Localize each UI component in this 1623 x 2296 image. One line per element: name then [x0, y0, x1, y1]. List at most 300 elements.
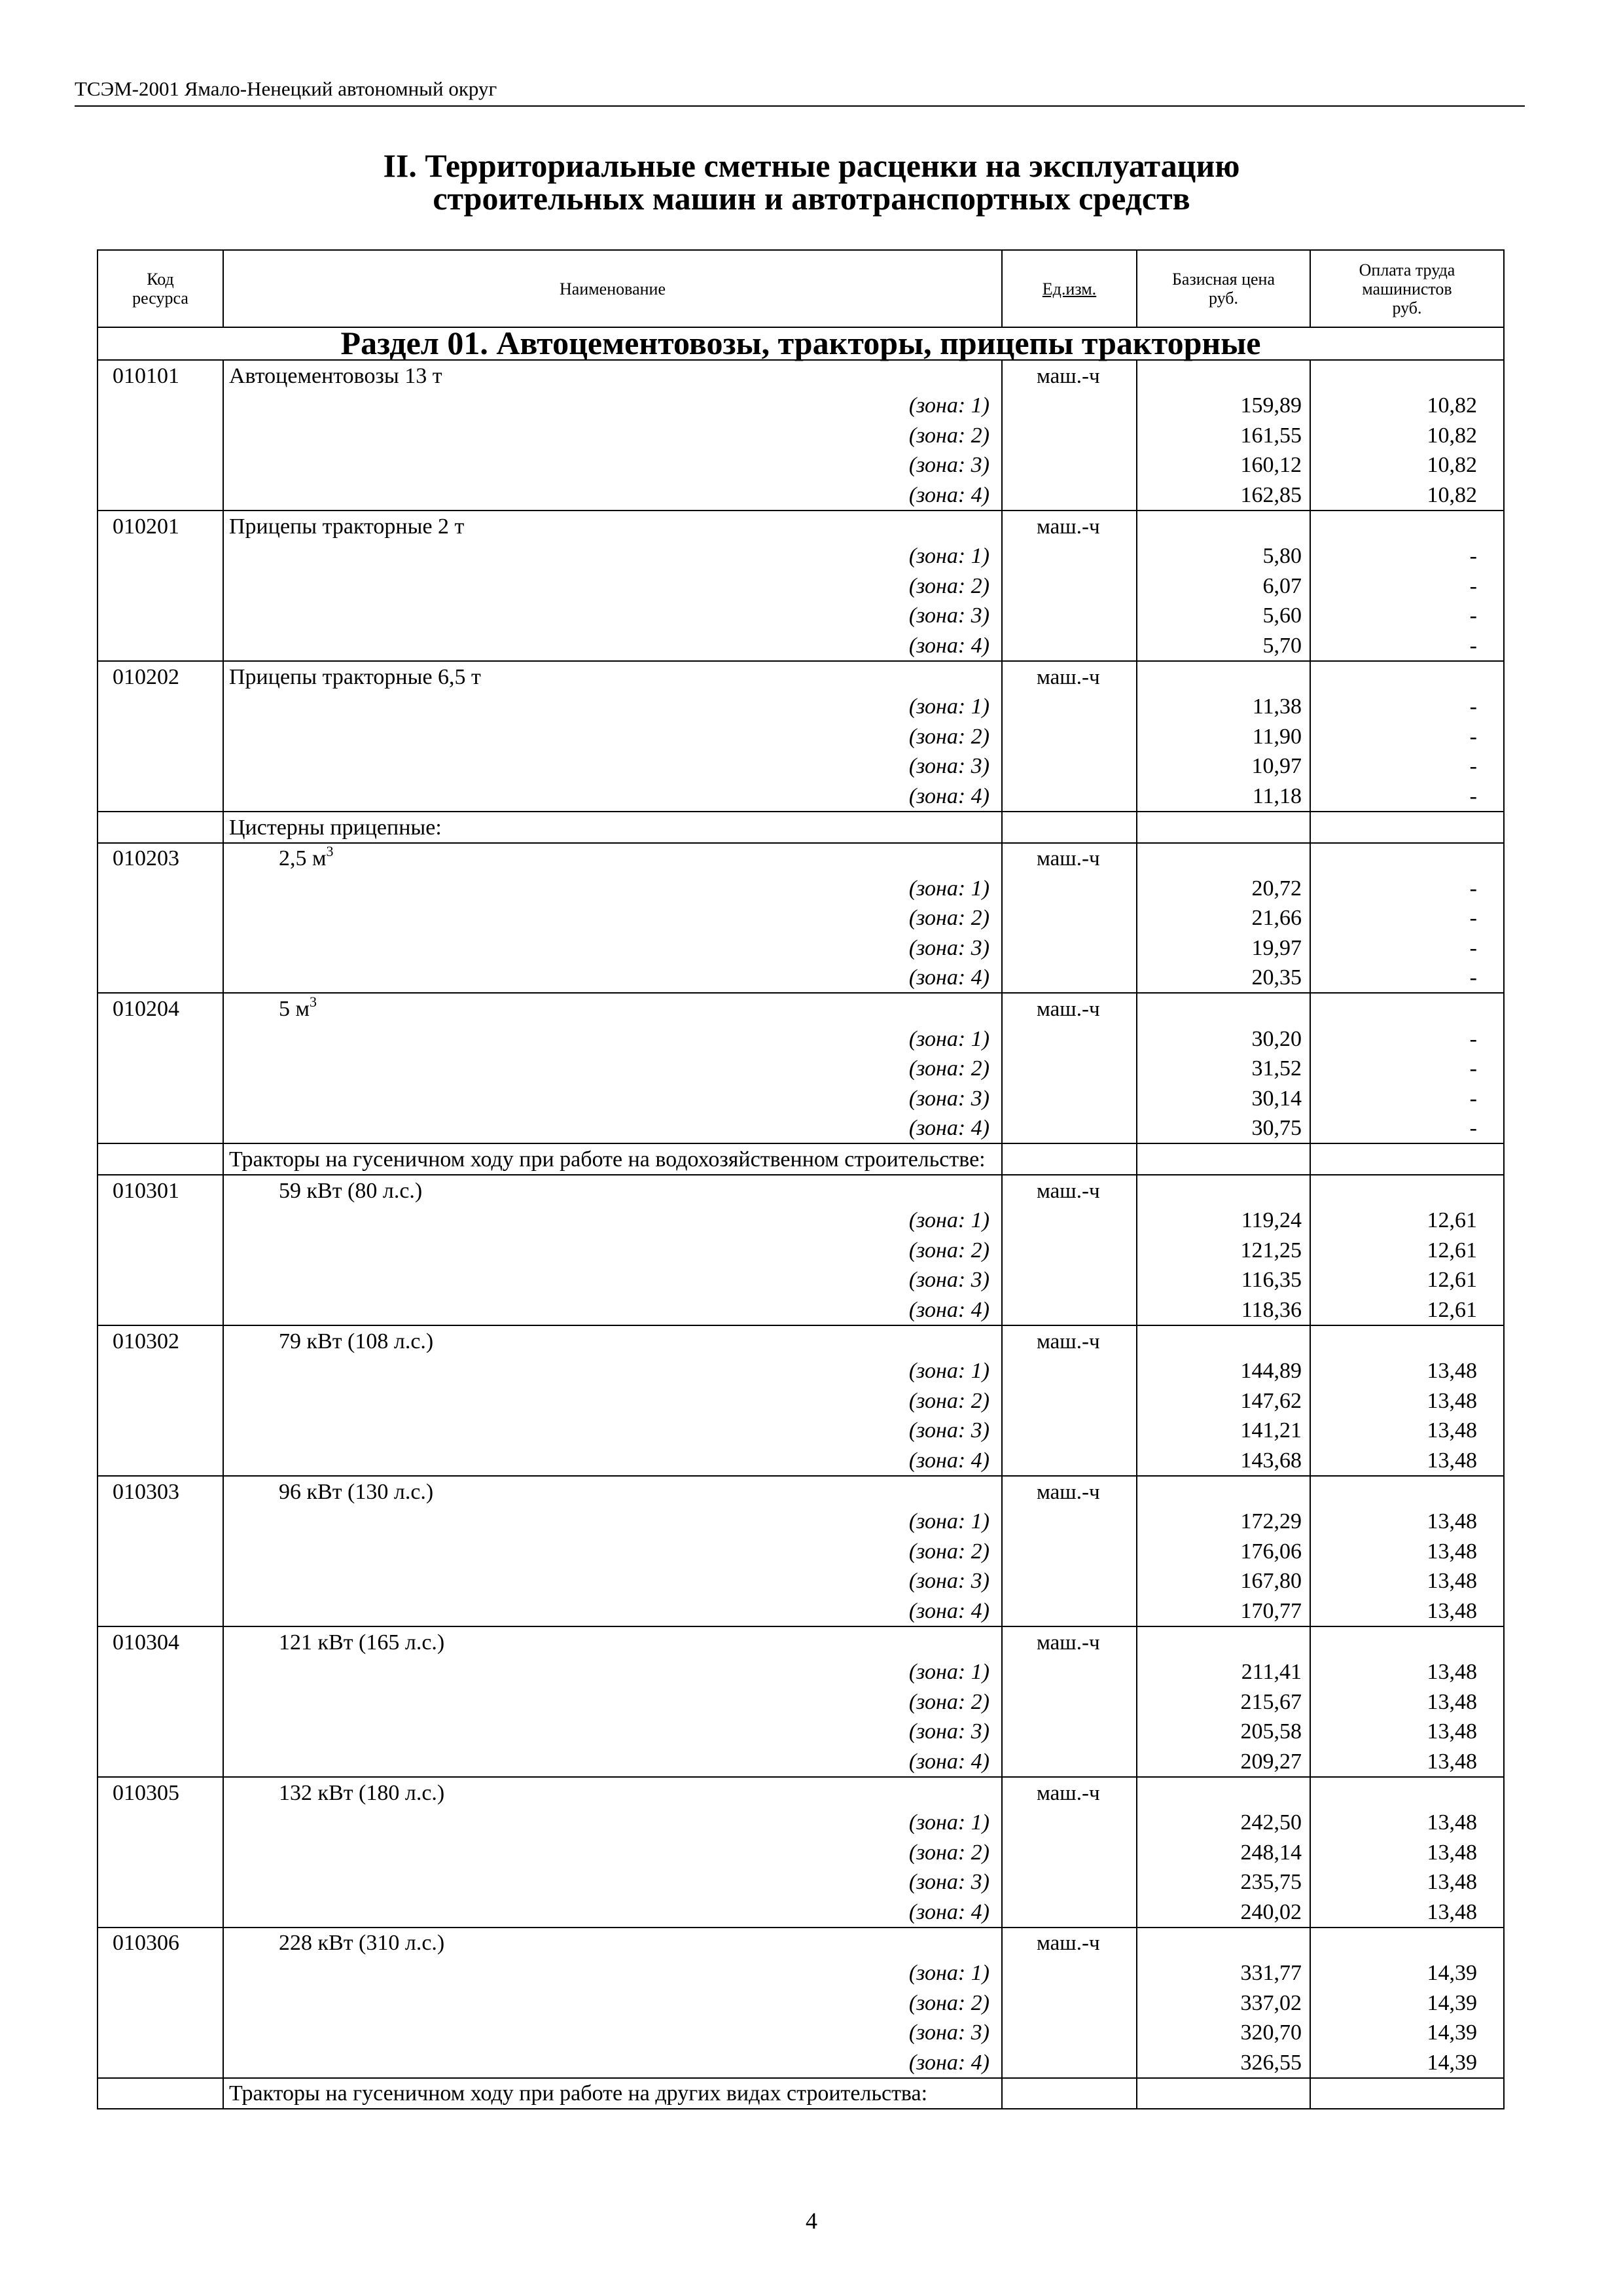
- zone-code-cell: [98, 1386, 223, 1416]
- resource-row: [98, 1325, 1504, 1356]
- zone-label: (зона: 3): [223, 450, 1002, 480]
- zone-pay: -: [1310, 873, 1504, 903]
- zone-pay: -: [1310, 903, 1504, 933]
- zone-unit-cell: [1002, 450, 1137, 480]
- zone-unit-cell: [1002, 1566, 1137, 1596]
- resource-name-text: Прицепы тракторные 6,5 т: [229, 664, 481, 689]
- zone-unit-cell: [1002, 692, 1137, 722]
- zone-price: 235,75: [1137, 1867, 1310, 1897]
- zone-unit-cell: [1002, 1897, 1137, 1928]
- zone-row: [98, 1837, 1504, 1867]
- zone-pay: -: [1310, 1054, 1504, 1084]
- zone-label: (зона: 2): [223, 721, 1002, 751]
- resource-code: 010203: [98, 843, 223, 874]
- zone-unit-cell: [1002, 541, 1137, 571]
- zone-code-cell: [98, 903, 223, 933]
- zone-row: [98, 1024, 1504, 1054]
- zone-code-cell: [98, 1295, 223, 1325]
- zone-row: [98, 420, 1504, 450]
- zone-label: (зона: 2): [223, 1536, 1002, 1566]
- zone-unit-cell: [1002, 873, 1137, 903]
- zone-price: 21,66: [1137, 903, 1310, 933]
- zone-pay: 13,48: [1310, 1867, 1504, 1897]
- zone-pay: -: [1310, 541, 1504, 571]
- zone-label: (зона: 3): [223, 1717, 1002, 1747]
- zone-row: [98, 1083, 1504, 1113]
- zone-label: (зона: 1): [223, 1958, 1002, 1988]
- resource-unit: маш.-ч: [1002, 843, 1137, 874]
- zone-label: (зона: 3): [223, 751, 1002, 781]
- zone-code-cell: [98, 1988, 223, 2018]
- zone-label: (зона: 1): [223, 1206, 1002, 1236]
- zone-price: 11,90: [1137, 721, 1310, 751]
- resource-price-cell: [1137, 1777, 1310, 1808]
- group-heading: Тракторы на гусеничном ходу при работе на других видах строительства:: [223, 2078, 1002, 2109]
- zone-price: 160,12: [1137, 450, 1310, 480]
- zone-unit-cell: [1002, 2018, 1137, 2048]
- section-title-cell: [98, 327, 1504, 360]
- resource-code: 010306: [98, 1928, 223, 1958]
- zone-unit-cell: [1002, 1746, 1137, 1777]
- zone-pay: -: [1310, 1024, 1504, 1054]
- zone-pay: 13,48: [1310, 1356, 1504, 1386]
- resource-pay-cell: [1310, 360, 1504, 391]
- page-title-line-1: II. Территориальные сметные расценки на эксплуатацию: [383, 147, 1240, 184]
- resource-unit: маш.-ч: [1002, 1325, 1137, 1356]
- zone-code-cell: [98, 1356, 223, 1386]
- zone-code-cell: [98, 721, 223, 751]
- zone-unit-cell: [1002, 420, 1137, 450]
- zone-code-cell: [98, 1717, 223, 1747]
- zone-pay: 10,82: [1310, 450, 1504, 480]
- resource-unit: маш.-ч: [1002, 993, 1137, 1024]
- zone-code-cell: [98, 480, 223, 511]
- resource-row: [98, 843, 1504, 874]
- zone-label: (зона: 4): [223, 1295, 1002, 1325]
- zone-row: [98, 450, 1504, 480]
- zone-code-cell: [98, 1265, 223, 1295]
- resource-code: 010303: [98, 1476, 223, 1507]
- zone-pay: -: [1310, 601, 1504, 631]
- zone-label: (зона: 4): [223, 1113, 1002, 1144]
- resource-pay-cell: [1310, 1777, 1504, 1808]
- zone-code-cell: [98, 2047, 223, 2078]
- resource-price-cell: [1137, 1175, 1310, 1206]
- zone-code-cell: [98, 1536, 223, 1566]
- group-heading-unit-cell: [1002, 812, 1137, 843]
- zone-row: [98, 1746, 1504, 1777]
- zone-label: (зона: 4): [223, 963, 1002, 994]
- group-heading: Тракторы на гусеничном ходу при работе на водохозяйственном строительстве:: [223, 1143, 1002, 1175]
- zone-label: (зона: 1): [223, 873, 1002, 903]
- zone-unit-cell: [1002, 1596, 1137, 1626]
- group-heading: Цистерны прицепные:: [223, 812, 1002, 843]
- zone-unit-cell: [1002, 1445, 1137, 1476]
- zone-row: [98, 601, 1504, 631]
- resource-code: 010201: [98, 511, 223, 541]
- resource-unit: маш.-ч: [1002, 1777, 1137, 1808]
- zone-unit-cell: [1002, 1717, 1137, 1747]
- zone-code-cell: [98, 1837, 223, 1867]
- zone-price: 121,25: [1137, 1235, 1310, 1265]
- unit-superscript: 3: [326, 843, 334, 860]
- zone-row: [98, 1988, 1504, 2018]
- zone-price: 143,68: [1137, 1445, 1310, 1476]
- zone-price: 5,60: [1137, 601, 1310, 631]
- zone-price: 141,21: [1137, 1416, 1310, 1446]
- zone-price: 161,55: [1137, 420, 1310, 450]
- zone-label: (зона: 1): [223, 391, 1002, 421]
- zone-code-cell: [98, 1054, 223, 1084]
- resource-name: [223, 1476, 1002, 1507]
- resource-pay-cell: [1310, 993, 1504, 1024]
- zone-unit-cell: [1002, 1265, 1137, 1295]
- zone-price: 20,72: [1137, 873, 1310, 903]
- zone-label: (зона: 2): [223, 1386, 1002, 1416]
- zone-price: 331,77: [1137, 1958, 1310, 1988]
- zone-row: [98, 630, 1504, 661]
- zone-price: 172,29: [1137, 1507, 1310, 1537]
- resource-code: 010202: [98, 661, 223, 692]
- zone-pay: 13,48: [1310, 1507, 1504, 1537]
- resource-price-cell: [1137, 360, 1310, 391]
- group-heading-row: [98, 2078, 1504, 2109]
- zone-unit-cell: [1002, 1206, 1137, 1236]
- zone-code-cell: [98, 541, 223, 571]
- zone-code-cell: [98, 1687, 223, 1717]
- zone-pay: 10,82: [1310, 480, 1504, 511]
- zone-pay: -: [1310, 630, 1504, 661]
- zone-price: 11,18: [1137, 781, 1310, 812]
- zone-code-cell: [98, 1897, 223, 1928]
- resource-name: [223, 661, 1002, 692]
- zone-code-cell: [98, 1113, 223, 1144]
- zone-unit-cell: [1002, 1083, 1137, 1113]
- group-heading-pay-cell: [1310, 2078, 1504, 2109]
- resource-code: 010305: [98, 1777, 223, 1808]
- group-heading-code-cell: [98, 812, 223, 843]
- page-title-line-2: строительных машин и автотранспортных средств: [433, 180, 1190, 217]
- resource-row: [98, 1175, 1504, 1206]
- zone-label: (зона: 4): [223, 781, 1002, 812]
- zone-code-cell: [98, 391, 223, 421]
- zone-price: 5,80: [1137, 541, 1310, 571]
- resource-code: 010302: [98, 1325, 223, 1356]
- resource-pay-cell: [1310, 661, 1504, 692]
- zone-row: [98, 903, 1504, 933]
- zone-price: 170,77: [1137, 1596, 1310, 1626]
- group-heading-pay-cell: [1310, 812, 1504, 843]
- zone-pay: 12,61: [1310, 1206, 1504, 1236]
- zone-price: 176,06: [1137, 1536, 1310, 1566]
- resource-row: [98, 1476, 1504, 1507]
- zone-unit-cell: [1002, 571, 1137, 601]
- zone-price: 240,02: [1137, 1897, 1310, 1928]
- resource-price-cell: [1137, 1928, 1310, 1958]
- zone-row: [98, 391, 1504, 421]
- zone-code-cell: [98, 1206, 223, 1236]
- resource-price-cell: [1137, 511, 1310, 541]
- resource-code: 010301: [98, 1175, 223, 1206]
- zone-price: 144,89: [1137, 1356, 1310, 1386]
- zone-row: [98, 1687, 1504, 1717]
- zone-pay: 13,48: [1310, 1657, 1504, 1687]
- resource-code: 010204: [98, 993, 223, 1024]
- zone-row: [98, 2018, 1504, 2048]
- zone-row: [98, 480, 1504, 511]
- zone-pay: -: [1310, 781, 1504, 812]
- resource-unit: маш.-ч: [1002, 1476, 1137, 1507]
- resource-price-cell: [1137, 843, 1310, 874]
- zone-unit-cell: [1002, 1536, 1137, 1566]
- resource-name: [223, 360, 1002, 391]
- zone-code-cell: [98, 601, 223, 631]
- zone-price: 5,70: [1137, 630, 1310, 661]
- zone-code-cell: [98, 1657, 223, 1687]
- zone-label: (зона: 3): [223, 2018, 1002, 2048]
- zone-pay: -: [1310, 1083, 1504, 1113]
- zone-label: (зона: 1): [223, 1024, 1002, 1054]
- zone-label: (зона: 1): [223, 541, 1002, 571]
- zone-unit-cell: [1002, 1867, 1137, 1897]
- resource-name-text: 2,5 м: [279, 846, 327, 871]
- resource-row: [98, 511, 1504, 541]
- zone-label: (зона: 3): [223, 1867, 1002, 1897]
- zone-row: [98, 1054, 1504, 1084]
- zone-unit-cell: [1002, 1386, 1137, 1416]
- zone-label: (зона: 4): [223, 1746, 1002, 1777]
- zone-code-cell: [98, 450, 223, 480]
- zone-label: (зона: 2): [223, 1687, 1002, 1717]
- resource-pay-cell: [1310, 1476, 1504, 1507]
- zone-row: [98, 1295, 1504, 1325]
- zone-label: (зона: 4): [223, 1445, 1002, 1476]
- zone-unit-cell: [1002, 1988, 1137, 2018]
- zone-row: [98, 751, 1504, 781]
- zone-price: 242,50: [1137, 1808, 1310, 1838]
- zone-row: [98, 721, 1504, 751]
- zone-pay: 10,82: [1310, 391, 1504, 421]
- zone-row: [98, 1958, 1504, 1988]
- zone-price: 248,14: [1137, 1837, 1310, 1867]
- resource-name: [223, 1777, 1002, 1808]
- resource-name-text: 5 м: [279, 997, 310, 1022]
- zone-code-cell: [98, 933, 223, 963]
- zone-unit-cell: [1002, 601, 1137, 631]
- zone-label: (зона: 4): [223, 480, 1002, 511]
- zone-price: 118,36: [1137, 1295, 1310, 1325]
- zone-label: (зона: 2): [223, 1988, 1002, 2018]
- zone-label: (зона: 3): [223, 601, 1002, 631]
- resource-name-text: 121 кВт (165 л.с.): [279, 1630, 445, 1655]
- zone-row: [98, 1566, 1504, 1596]
- zone-row: [98, 1596, 1504, 1626]
- column-header-price: Базисная цена руб.: [1137, 250, 1310, 327]
- zone-price: 31,52: [1137, 1054, 1310, 1084]
- zone-code-cell: [98, 1958, 223, 1988]
- zone-row: [98, 1416, 1504, 1446]
- zone-label: (зона: 2): [223, 1235, 1002, 1265]
- group-heading-price-cell: [1137, 812, 1310, 843]
- group-heading-unit-cell: [1002, 1143, 1137, 1175]
- zone-unit-cell: [1002, 2047, 1137, 2078]
- column-header-code: Код ресурса: [98, 250, 223, 327]
- zone-row: [98, 781, 1504, 812]
- zone-pay: 10,82: [1310, 420, 1504, 450]
- zone-row: [98, 692, 1504, 722]
- zone-unit-cell: [1002, 1295, 1137, 1325]
- zone-price: 30,20: [1137, 1024, 1310, 1054]
- zone-unit-cell: [1002, 480, 1137, 511]
- zone-price: 167,80: [1137, 1566, 1310, 1596]
- resource-price-cell: [1137, 1325, 1310, 1356]
- group-heading-pay-cell: [1310, 1143, 1504, 1175]
- resource-unit: маш.-ч: [1002, 1175, 1137, 1206]
- zone-price: 162,85: [1137, 480, 1310, 511]
- zone-row: [98, 1386, 1504, 1416]
- zone-price: 320,70: [1137, 2018, 1310, 2048]
- zone-label: (зона: 4): [223, 2047, 1002, 2078]
- resource-price-cell: [1137, 993, 1310, 1024]
- resource-pay-cell: [1310, 1626, 1504, 1657]
- zone-pay: 13,48: [1310, 1746, 1504, 1777]
- zone-price: 159,89: [1137, 391, 1310, 421]
- zone-code-cell: [98, 1024, 223, 1054]
- resource-code: 010304: [98, 1626, 223, 1657]
- zone-code-cell: [98, 692, 223, 722]
- running-head: ТСЭМ-2001 Ямало-Ненецкий автономный округ: [75, 77, 497, 100]
- zone-code-cell: [98, 781, 223, 812]
- zone-label: (зона: 4): [223, 630, 1002, 661]
- group-heading-row: [98, 1143, 1504, 1175]
- zone-unit-cell: [1002, 1808, 1137, 1838]
- zone-code-cell: [98, 873, 223, 903]
- zone-row: [98, 1445, 1504, 1476]
- zone-code-cell: [98, 751, 223, 781]
- zone-pay: 13,48: [1310, 1596, 1504, 1626]
- zone-row: [98, 1536, 1504, 1566]
- resource-name-text: 96 кВт (130 л.с.): [279, 1479, 434, 1504]
- zone-price: 116,35: [1137, 1265, 1310, 1295]
- zone-pay: -: [1310, 751, 1504, 781]
- resource-row: [98, 360, 1504, 391]
- zone-pay: 14,39: [1310, 2047, 1504, 2078]
- zone-price: 11,38: [1137, 692, 1310, 722]
- zone-label: (зона: 2): [223, 1837, 1002, 1867]
- resource-name: [223, 511, 1002, 541]
- zone-code-cell: [98, 1235, 223, 1265]
- column-header-unit: Ед.изм.: [1002, 250, 1137, 327]
- zone-row: [98, 1206, 1504, 1236]
- zone-pay: 14,39: [1310, 1988, 1504, 2018]
- rates-table-body: [98, 327, 1504, 2109]
- zone-pay: 12,61: [1310, 1265, 1504, 1295]
- zone-pay: -: [1310, 721, 1504, 751]
- zone-unit-cell: [1002, 721, 1137, 751]
- zone-pay: 13,48: [1310, 1416, 1504, 1446]
- zone-price: 211,41: [1137, 1657, 1310, 1687]
- zone-code-cell: [98, 1867, 223, 1897]
- zone-label: (зона: 3): [223, 1566, 1002, 1596]
- zone-row: [98, 933, 1504, 963]
- zone-pay: -: [1310, 933, 1504, 963]
- resource-pay-cell: [1310, 1175, 1504, 1206]
- zone-label: (зона: 1): [223, 1808, 1002, 1838]
- resource-name: [223, 1325, 1002, 1356]
- zone-code-cell: [98, 1566, 223, 1596]
- resource-price-cell: [1137, 1476, 1310, 1507]
- zone-row: [98, 1808, 1504, 1838]
- zone-row: [98, 541, 1504, 571]
- resource-row: [98, 661, 1504, 692]
- zone-pay: 14,39: [1310, 2018, 1504, 2048]
- zone-row: [98, 1356, 1504, 1386]
- resource-pay-cell: [1310, 843, 1504, 874]
- zone-unit-cell: [1002, 1837, 1137, 1867]
- zone-price: 147,62: [1137, 1386, 1310, 1416]
- column-header-pay: Оплата труда машинистов руб.: [1310, 250, 1504, 327]
- resource-row: [98, 1928, 1504, 1958]
- resource-price-cell: [1137, 661, 1310, 692]
- resource-name-text: 59 кВт (80 л.с.): [279, 1178, 423, 1203]
- resource-name: [223, 843, 1002, 874]
- zone-row: [98, 571, 1504, 601]
- zone-unit-cell: [1002, 963, 1137, 994]
- column-header-name: Наименование: [223, 250, 1002, 327]
- zone-code-cell: [98, 420, 223, 450]
- zone-code-cell: [98, 1507, 223, 1537]
- zone-pay: 13,48: [1310, 1897, 1504, 1928]
- zone-label: (зона: 1): [223, 1507, 1002, 1537]
- zone-pay: -: [1310, 963, 1504, 994]
- zone-price: 326,55: [1137, 2047, 1310, 2078]
- resource-name-text: 132 кВт (180 л.с.): [279, 1780, 445, 1805]
- zone-pay: -: [1310, 1113, 1504, 1144]
- zone-pay: 13,48: [1310, 1445, 1504, 1476]
- group-heading-code-cell: [98, 1143, 223, 1175]
- group-heading-unit-cell: [1002, 2078, 1137, 2109]
- zone-row: [98, 1113, 1504, 1144]
- zone-price: 19,97: [1137, 933, 1310, 963]
- section-title: Раздел 01. Автоцементовозы, тракторы, прицепы тракторные: [340, 325, 1261, 361]
- zone-unit-cell: [1002, 1657, 1137, 1687]
- zone-row: [98, 1867, 1504, 1897]
- zone-code-cell: [98, 2018, 223, 2048]
- zone-code-cell: [98, 630, 223, 661]
- zone-code-cell: [98, 1445, 223, 1476]
- zone-unit-cell: [1002, 1416, 1137, 1446]
- zone-unit-cell: [1002, 1024, 1137, 1054]
- zone-label: (зона: 3): [223, 1265, 1002, 1295]
- zone-price: 337,02: [1137, 1988, 1310, 2018]
- zone-label: (зона: 2): [223, 571, 1002, 601]
- zone-row: [98, 1265, 1504, 1295]
- zone-pay: 13,48: [1310, 1717, 1504, 1747]
- zone-label: (зона: 3): [223, 1083, 1002, 1113]
- zone-label: (зона: 1): [223, 1356, 1002, 1386]
- zone-code-cell: [98, 1808, 223, 1838]
- resource-name-text: Автоцементовозы 13 т: [229, 363, 442, 388]
- zone-code-cell: [98, 963, 223, 994]
- zone-price: 20,35: [1137, 963, 1310, 994]
- group-heading-row: [98, 812, 1504, 843]
- zone-unit-cell: [1002, 630, 1137, 661]
- rates-table: [97, 249, 1505, 2109]
- zone-row: [98, 1657, 1504, 1687]
- header-rule: [75, 105, 1525, 107]
- zone-unit-cell: [1002, 391, 1137, 421]
- zone-row: [98, 1717, 1504, 1747]
